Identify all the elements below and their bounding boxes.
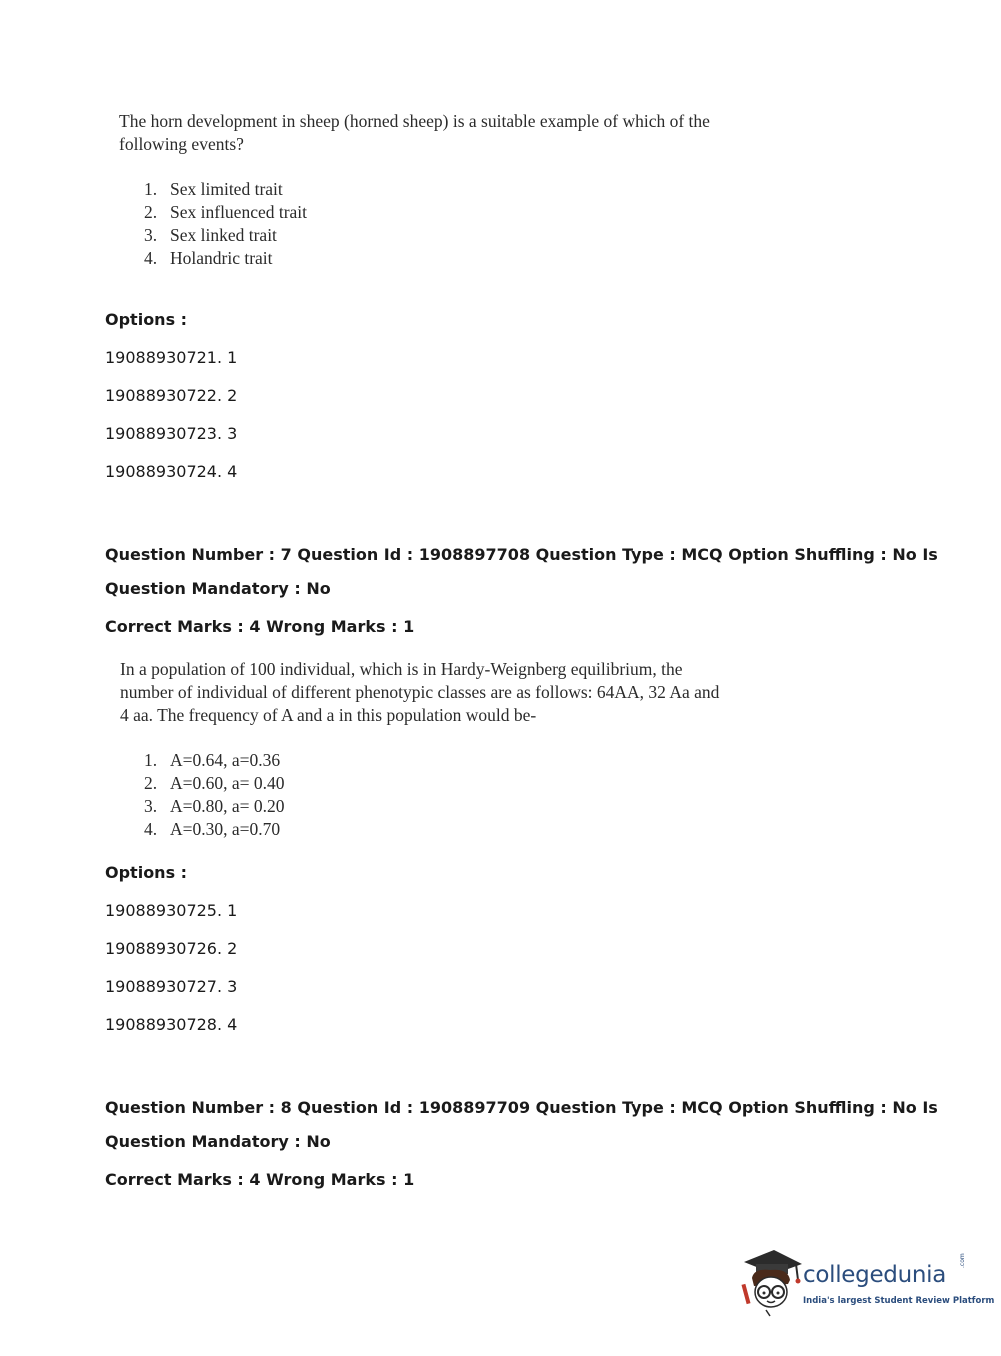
question-8-marks: Correct Marks : 4 Wrong Marks : 1 xyxy=(105,1170,415,1189)
option-id: 19088930721. 1 xyxy=(105,348,238,367)
option-id: 19088930723. 3 xyxy=(105,424,238,443)
choice-item: 2. A=0.60, a= 0.40 xyxy=(144,773,285,793)
choice-item: 1. Sex limited trait xyxy=(144,179,283,199)
logo-suffix: .com xyxy=(959,1253,966,1268)
collegedunia-logo xyxy=(740,1248,995,1320)
question-7-mandatory: Question Mandatory : No xyxy=(105,579,331,598)
question-8-mandatory: Question Mandatory : No xyxy=(105,1132,331,1151)
question-6-text: The horn development in sheep (horned sheep) is a suitable example of which of the following events? xyxy=(119,111,710,154)
question-7-choices xyxy=(144,749,285,841)
choice-item: 4. A=0.30, a=0.70 xyxy=(144,819,281,839)
option-id: 19088930727. 3 xyxy=(105,977,238,996)
option-id: 19088930728. 4 xyxy=(105,1015,238,1034)
question-7-header: Question Number : 7 Question Id : 1908897708 Question Type : MCQ Option Shuffling : No Is xyxy=(105,545,938,564)
options-label: Options : xyxy=(105,863,188,882)
options-label: Options : xyxy=(105,310,188,329)
question-7-text: In a population of 100 individual, which is in Hardy-Weignberg equilibrium, the number of individual of different phenotypic classes are as follows: 64AA, 32 Aa and 4 aa. The frequency of A and a in this population would be- xyxy=(120,659,720,725)
choice-item: 4. Holandric trait xyxy=(144,248,273,268)
choice-item: 2. Sex influenced trait xyxy=(144,202,308,222)
choice-item: 3. Sex linked trait xyxy=(144,225,277,245)
option-id: 19088930726. 2 xyxy=(105,939,238,958)
mascot-icon xyxy=(740,1248,804,1320)
option-id: 19088930725. 1 xyxy=(105,901,238,920)
question-7-marks: Correct Marks : 4 Wrong Marks : 1 xyxy=(105,617,415,636)
question-8-header: Question Number : 8 Question Id : 1908897709 Question Type : MCQ Option Shuffling : No Is xyxy=(105,1098,938,1117)
logo-wordmark: collegedunia xyxy=(803,1262,947,1288)
option-id: 19088930724. 4 xyxy=(105,462,238,481)
question-6-choices xyxy=(144,178,307,270)
choice-item: 3. A=0.80, a= 0.20 xyxy=(144,796,285,816)
option-id: 19088930722. 2 xyxy=(105,386,238,405)
choice-item: 1. A=0.64, a=0.36 xyxy=(144,750,281,770)
logo-tagline: India's largest Student Review Platform xyxy=(803,1296,995,1306)
